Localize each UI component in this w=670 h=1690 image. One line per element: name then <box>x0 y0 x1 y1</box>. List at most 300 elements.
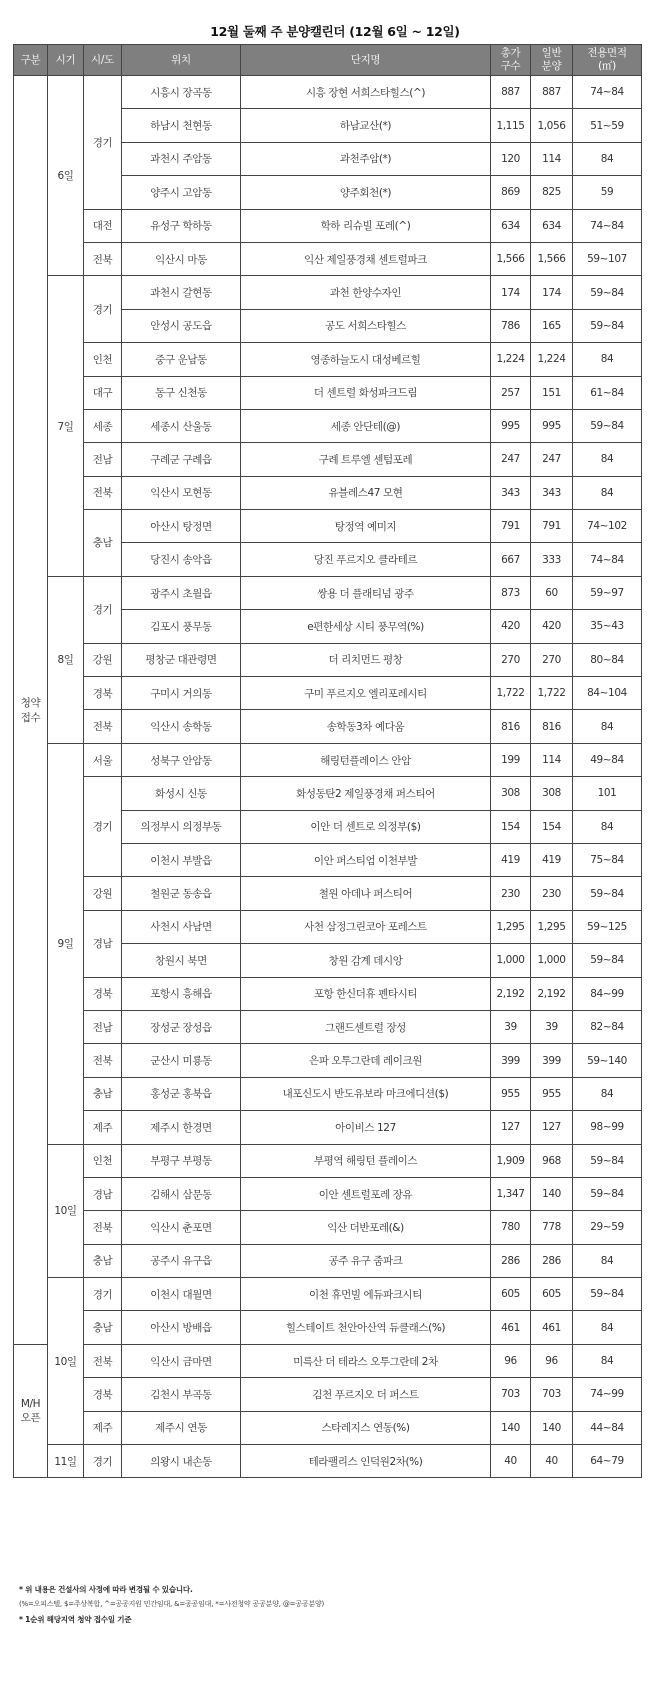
general-sale-cell: 1,566 <box>531 242 573 275</box>
area-cell: 29~59 <box>573 1211 642 1244</box>
location-cell: 과천시 갈현동 <box>122 276 241 309</box>
total-units-cell: 399 <box>491 1044 531 1077</box>
province-cell: 경남 <box>84 1177 122 1210</box>
total-units-cell: 873 <box>491 576 531 609</box>
area-cell: 59~97 <box>573 576 642 609</box>
total-units-cell: 2,192 <box>491 977 531 1010</box>
complex-name-cell: 은파 오투그란데 레이크원 <box>241 1044 491 1077</box>
area-cell: 59~84 <box>573 944 642 977</box>
general-sale-cell: 151 <box>531 376 573 409</box>
province-cell: 경북 <box>84 977 122 1010</box>
area-cell: 80~84 <box>573 643 642 676</box>
table-row <box>14 743 642 776</box>
general-sale-cell: 308 <box>531 777 573 810</box>
location-cell: 당진시 송악읍 <box>122 543 241 576</box>
complex-name-cell: 그랜드센트럴 장성 <box>241 1010 491 1043</box>
table-row <box>14 777 642 810</box>
province-cell: 전남 <box>84 1010 122 1043</box>
table-row <box>14 1044 642 1077</box>
total-units-cell: 96 <box>491 1344 531 1377</box>
total-units-cell: 461 <box>491 1311 531 1344</box>
table-row <box>14 343 642 376</box>
complex-name-cell: 익산 제일풍경채 센트럴파크 <box>241 242 491 275</box>
location-cell: 유성구 학하동 <box>122 209 241 242</box>
general-sale-cell: 140 <box>531 1411 573 1444</box>
location-cell: 의정부시 의정부동 <box>122 810 241 843</box>
area-cell: 59~84 <box>573 1144 642 1177</box>
total-units-cell: 667 <box>491 543 531 576</box>
header-general-sale: 일반 분양 <box>531 45 573 76</box>
table-header-row <box>14 45 642 76</box>
table-body <box>14 76 642 1478</box>
complex-name-cell: 테라팰리스 인덕원2차(%) <box>241 1445 491 1478</box>
total-units-cell: 154 <box>491 810 531 843</box>
general-sale-cell: 791 <box>531 510 573 543</box>
location-cell: 아산시 방배읍 <box>122 1311 241 1344</box>
province-cell: 대전 <box>84 209 122 242</box>
area-cell: 59~107 <box>573 242 642 275</box>
area-cell: 59~84 <box>573 1278 642 1311</box>
header-date: 시기 <box>48 45 84 76</box>
total-units-cell: 869 <box>491 176 531 209</box>
location-cell: 익산시 모현동 <box>122 476 241 509</box>
province-cell: 경남 <box>84 910 122 977</box>
general-sale-cell: 2,192 <box>531 977 573 1010</box>
date-cell: 8일 <box>48 576 84 743</box>
header-complex: 단지명 <box>241 45 491 76</box>
category-cell: 청약 접수 <box>14 76 48 1345</box>
location-cell: 평창군 대관령면 <box>122 643 241 676</box>
general-sale-cell: 333 <box>531 543 573 576</box>
area-cell: 82~84 <box>573 1010 642 1043</box>
area-cell: 74~84 <box>573 543 642 576</box>
table-row <box>14 1077 642 1110</box>
province-cell: 제주 <box>84 1411 122 1444</box>
area-cell: 59~84 <box>573 1177 642 1210</box>
total-units-cell: 308 <box>491 777 531 810</box>
general-sale-cell: 955 <box>531 1077 573 1110</box>
complex-name-cell: 이안 센트럴포레 장유 <box>241 1177 491 1210</box>
location-cell: 과천시 주암동 <box>122 142 241 175</box>
general-sale-cell: 114 <box>531 743 573 776</box>
province-cell: 경기 <box>84 276 122 343</box>
table-row <box>14 877 642 910</box>
total-units-cell: 39 <box>491 1010 531 1043</box>
complex-name-cell: 구미 푸르지오 엘리포레시티 <box>241 677 491 710</box>
date-cell: 10일 <box>48 1144 84 1278</box>
area-cell: 74~99 <box>573 1378 642 1411</box>
table-row <box>14 476 642 509</box>
complex-name-cell: 더 센트럴 화성파크드림 <box>241 376 491 409</box>
location-cell: 창원시 북면 <box>122 944 241 977</box>
province-cell: 세종 <box>84 409 122 442</box>
total-units-cell: 174 <box>491 276 531 309</box>
general-sale-cell: 270 <box>531 643 573 676</box>
general-sale-cell: 825 <box>531 176 573 209</box>
date-cell: 11일 <box>48 1445 84 1478</box>
complex-name-cell: 양주회천(*) <box>241 176 491 209</box>
area-cell: 84 <box>573 710 642 743</box>
table-row <box>14 1244 642 1277</box>
footnote-change-notice: * 위 내용은 건설사의 사정에 따라 변경될 수 있습니다. <box>19 1585 193 1594</box>
location-cell: 익산시 마동 <box>122 242 241 275</box>
header-category: 구분 <box>14 45 48 76</box>
complex-name-cell: 공도 서희스타힐스 <box>241 309 491 342</box>
total-units-cell: 995 <box>491 409 531 442</box>
province-cell: 경기 <box>84 1445 122 1478</box>
table-row <box>14 710 642 743</box>
footnote-symbol-legend: (%=오피스텔, $=주상복합, ^=공공지원 민간임대, &=공공임대, *=사전청약 공공분양, @=공공분양) <box>19 1600 325 1608</box>
table-row <box>14 242 642 275</box>
general-sale-cell: 140 <box>531 1177 573 1210</box>
general-sale-cell: 127 <box>531 1111 573 1144</box>
complex-name-cell: 공주 유구 줌파크 <box>241 1244 491 1277</box>
area-cell: 84 <box>573 1244 642 1277</box>
date-cell: 9일 <box>48 743 84 1144</box>
complex-name-cell: 부평역 해링턴 플레이스 <box>241 1144 491 1177</box>
total-units-cell: 816 <box>491 710 531 743</box>
general-sale-cell: 1,224 <box>531 343 573 376</box>
area-cell: 84 <box>573 443 642 476</box>
area-cell: 74~84 <box>573 209 642 242</box>
province-cell: 강원 <box>84 877 122 910</box>
table-row <box>14 1344 642 1377</box>
area-cell: 51~59 <box>573 109 642 142</box>
general-sale-cell: 399 <box>531 1044 573 1077</box>
province-cell: 전북 <box>84 1044 122 1077</box>
location-cell: 아산시 탕정면 <box>122 510 241 543</box>
area-cell: 84 <box>573 1344 642 1377</box>
area-cell: 84 <box>573 142 642 175</box>
date-cell: 7일 <box>48 276 84 577</box>
complex-name-cell: 영종하늘도시 대성베르힐 <box>241 343 491 376</box>
area-cell: 84~104 <box>573 677 642 710</box>
location-cell: 광주시 초월읍 <box>122 576 241 609</box>
general-sale-cell: 286 <box>531 1244 573 1277</box>
area-cell: 74~102 <box>573 510 642 543</box>
header-area: 전용면적 (㎡) <box>573 45 642 76</box>
province-cell: 전북 <box>84 1344 122 1377</box>
area-cell: 84 <box>573 1311 642 1344</box>
complex-name-cell: 하남교산(*) <box>241 109 491 142</box>
complex-name-cell: 유블레스47 모현 <box>241 476 491 509</box>
total-units-cell: 605 <box>491 1278 531 1311</box>
complex-name-cell: 내포신도시 반도유보라 마크에디션($) <box>241 1077 491 1110</box>
total-units-cell: 791 <box>491 510 531 543</box>
area-cell: 49~84 <box>573 743 642 776</box>
table-row <box>14 510 642 543</box>
table-row <box>14 209 642 242</box>
complex-name-cell: 익산 더반포레(&) <box>241 1211 491 1244</box>
complex-name-cell: 포항 한신더휴 펜타시티 <box>241 977 491 1010</box>
location-cell: 세종시 산울동 <box>122 409 241 442</box>
location-cell: 제주시 한경면 <box>122 1111 241 1144</box>
location-cell: 하남시 천현동 <box>122 109 241 142</box>
area-cell: 44~84 <box>573 1411 642 1444</box>
complex-name-cell: 구례 트루엘 센텀포레 <box>241 443 491 476</box>
total-units-cell: 887 <box>491 76 531 109</box>
area-cell: 84~99 <box>573 977 642 1010</box>
location-cell: 익산시 춘포면 <box>122 1211 241 1244</box>
total-units-cell: 199 <box>491 743 531 776</box>
location-cell: 사천시 사남면 <box>122 910 241 943</box>
table-row <box>14 376 642 409</box>
location-cell: 동구 신천동 <box>122 376 241 409</box>
table-row <box>14 276 642 309</box>
total-units-cell: 1,115 <box>491 109 531 142</box>
area-cell: 59~125 <box>573 910 642 943</box>
location-cell: 제주시 연동 <box>122 1411 241 1444</box>
complex-name-cell: e편한세상 시티 풍무역(%) <box>241 610 491 643</box>
general-sale-cell: 634 <box>531 209 573 242</box>
table-row <box>14 1411 642 1444</box>
table-row <box>14 1278 642 1311</box>
table-row <box>14 977 642 1010</box>
complex-name-cell: 학하 리슈빌 포레(^) <box>241 209 491 242</box>
general-sale-cell: 174 <box>531 276 573 309</box>
table-row <box>14 677 642 710</box>
total-units-cell: 955 <box>491 1077 531 1110</box>
area-cell: 59~84 <box>573 409 642 442</box>
location-cell: 구미시 거의동 <box>122 677 241 710</box>
general-sale-cell: 968 <box>531 1144 573 1177</box>
general-sale-cell: 419 <box>531 843 573 876</box>
table-row <box>14 443 642 476</box>
province-cell: 전북 <box>84 1211 122 1244</box>
location-cell: 화성시 신동 <box>122 777 241 810</box>
complex-name-cell: 이안 퍼스티엄 이천부발 <box>241 843 491 876</box>
complex-name-cell: 탕정역 예미지 <box>241 510 491 543</box>
total-units-cell: 1,347 <box>491 1177 531 1210</box>
location-cell: 이천시 부발읍 <box>122 843 241 876</box>
total-units-cell: 419 <box>491 843 531 876</box>
location-cell: 이천시 대월면 <box>122 1278 241 1311</box>
total-units-cell: 1,295 <box>491 910 531 943</box>
complex-name-cell: 송학동3차 예다움 <box>241 710 491 743</box>
complex-name-cell: 쌍용 더 플래티넘 광주 <box>241 576 491 609</box>
location-cell: 성북구 안암동 <box>122 743 241 776</box>
province-cell: 대구 <box>84 376 122 409</box>
location-cell: 군산시 미룡동 <box>122 1044 241 1077</box>
total-units-cell: 270 <box>491 643 531 676</box>
area-cell: 64~79 <box>573 1445 642 1478</box>
complex-name-cell: 힐스테이트 천안아산역 듀클래스(%) <box>241 1311 491 1344</box>
general-sale-cell: 816 <box>531 710 573 743</box>
province-cell: 충남 <box>84 1077 122 1110</box>
location-cell: 구례군 구례읍 <box>122 443 241 476</box>
general-sale-cell: 1,056 <box>531 109 573 142</box>
province-cell: 경북 <box>84 1378 122 1411</box>
province-cell: 전북 <box>84 476 122 509</box>
province-cell: 전북 <box>84 242 122 275</box>
total-units-cell: 786 <box>491 309 531 342</box>
total-units-cell: 230 <box>491 877 531 910</box>
general-sale-cell: 995 <box>531 409 573 442</box>
location-cell: 시흥시 장곡동 <box>122 76 241 109</box>
total-units-cell: 634 <box>491 209 531 242</box>
area-cell: 74~84 <box>573 76 642 109</box>
total-units-cell: 1,909 <box>491 1144 531 1177</box>
complex-name-cell: 더 리치먼드 평창 <box>241 643 491 676</box>
province-cell: 경기 <box>84 576 122 643</box>
area-cell: 61~84 <box>573 376 642 409</box>
province-cell: 충남 <box>84 510 122 577</box>
area-cell: 35~43 <box>573 610 642 643</box>
area-cell: 84 <box>573 343 642 376</box>
table-row <box>14 643 642 676</box>
complex-name-cell: 스타레지스 연동(%) <box>241 1411 491 1444</box>
general-sale-cell: 247 <box>531 443 573 476</box>
area-cell: 101 <box>573 777 642 810</box>
general-sale-cell: 605 <box>531 1278 573 1311</box>
total-units-cell: 343 <box>491 476 531 509</box>
location-cell: 중구 운남동 <box>122 343 241 376</box>
location-cell: 부평구 부평동 <box>122 1144 241 1177</box>
location-cell: 양주시 고암동 <box>122 176 241 209</box>
table-row <box>14 576 642 609</box>
area-cell: 98~99 <box>573 1111 642 1144</box>
area-cell: 59~140 <box>573 1044 642 1077</box>
complex-name-cell: 김천 푸르지오 더 퍼스트 <box>241 1378 491 1411</box>
page-title: 12월 둘째 주 분양캘린더 (12월 6일 ~ 12일) <box>210 24 460 39</box>
location-cell: 철원군 동송읍 <box>122 877 241 910</box>
location-cell: 익산시 금마면 <box>122 1344 241 1377</box>
header-total-units: 총가 구수 <box>491 45 531 76</box>
general-sale-cell: 230 <box>531 877 573 910</box>
general-sale-cell: 1,000 <box>531 944 573 977</box>
complex-name-cell: 이안 더 센트로 의정부($) <box>241 810 491 843</box>
table-row <box>14 910 642 943</box>
complex-name-cell: 해링턴플레이스 안암 <box>241 743 491 776</box>
complex-name-cell: 미륵산 더 테라스 오투그란데 2차 <box>241 1344 491 1377</box>
location-cell: 홍성군 홍북읍 <box>122 1077 241 1110</box>
table-row <box>14 1010 642 1043</box>
general-sale-cell: 165 <box>531 309 573 342</box>
table-row <box>14 1211 642 1244</box>
table-row <box>14 1144 642 1177</box>
general-sale-cell: 778 <box>531 1211 573 1244</box>
header-location: 위치 <box>122 45 241 76</box>
location-cell: 의왕시 내손동 <box>122 1445 241 1478</box>
complex-name-cell: 화성동탄2 제일풍경채 퍼스티어 <box>241 777 491 810</box>
complex-name-cell: 철원 아데나 퍼스티어 <box>241 877 491 910</box>
area-cell: 84 <box>573 810 642 843</box>
table-row <box>14 1311 642 1344</box>
general-sale-cell: 39 <box>531 1010 573 1043</box>
province-cell: 경북 <box>84 677 122 710</box>
province-cell: 제주 <box>84 1111 122 1144</box>
location-cell: 공주시 유구읍 <box>122 1244 241 1277</box>
category-cell: M/H 오픈 <box>14 1344 48 1478</box>
complex-name-cell: 시흥 장현 서희스타힐스(^) <box>241 76 491 109</box>
table-row <box>14 1445 642 1478</box>
table-row <box>14 76 642 109</box>
province-cell: 인천 <box>84 343 122 376</box>
general-sale-cell: 154 <box>531 810 573 843</box>
general-sale-cell: 1,295 <box>531 910 573 943</box>
total-units-cell: 247 <box>491 443 531 476</box>
table-row <box>14 1177 642 1210</box>
area-cell: 59~84 <box>573 309 642 342</box>
general-sale-cell: 114 <box>531 142 573 175</box>
table-row <box>14 1378 642 1411</box>
province-cell: 충남 <box>84 1311 122 1344</box>
province-cell: 전북 <box>84 710 122 743</box>
date-cell: 10일 <box>48 1278 84 1445</box>
date-cell: 6일 <box>48 76 84 276</box>
area-cell: 84 <box>573 1077 642 1110</box>
total-units-cell: 257 <box>491 376 531 409</box>
general-sale-cell: 40 <box>531 1445 573 1478</box>
general-sale-cell: 60 <box>531 576 573 609</box>
total-units-cell: 703 <box>491 1378 531 1411</box>
total-units-cell: 140 <box>491 1411 531 1444</box>
province-cell: 충남 <box>84 1244 122 1277</box>
total-units-cell: 1,000 <box>491 944 531 977</box>
area-cell: 75~84 <box>573 843 642 876</box>
complex-name-cell: 세종 안단테(@) <box>241 409 491 442</box>
total-units-cell: 286 <box>491 1244 531 1277</box>
general-sale-cell: 420 <box>531 610 573 643</box>
total-units-cell: 127 <box>491 1111 531 1144</box>
area-cell: 59~84 <box>573 877 642 910</box>
header-province: 시/도 <box>84 45 122 76</box>
general-sale-cell: 887 <box>531 76 573 109</box>
location-cell: 포항시 흥해읍 <box>122 977 241 1010</box>
footnotes <box>19 1582 659 1627</box>
complex-name-cell: 사천 삼정그린코아 포레스트 <box>241 910 491 943</box>
general-sale-cell: 461 <box>531 1311 573 1344</box>
complex-name-cell: 창원 감계 데시앙 <box>241 944 491 977</box>
area-cell: 59 <box>573 176 642 209</box>
total-units-cell: 40 <box>491 1445 531 1478</box>
area-cell: 84 <box>573 476 642 509</box>
total-units-cell: 1,566 <box>491 242 531 275</box>
province-cell: 강원 <box>84 643 122 676</box>
location-cell: 김천시 부곡동 <box>122 1378 241 1411</box>
province-cell: 인천 <box>84 1144 122 1177</box>
general-sale-cell: 703 <box>531 1378 573 1411</box>
location-cell: 장성군 장성읍 <box>122 1010 241 1043</box>
total-units-cell: 1,722 <box>491 677 531 710</box>
complex-name-cell: 과천주암(*) <box>241 142 491 175</box>
area-cell: 59~84 <box>573 276 642 309</box>
location-cell: 김해시 삼문동 <box>122 1177 241 1210</box>
location-cell: 김포시 풍무동 <box>122 610 241 643</box>
complex-name-cell: 당진 푸르지오 클라테르 <box>241 543 491 576</box>
complex-name-cell: 아이비스 127 <box>241 1111 491 1144</box>
complex-name-cell: 과천 한양수자인 <box>241 276 491 309</box>
general-sale-cell: 1,722 <box>531 677 573 710</box>
complex-name-cell: 이천 휴먼빌 에듀파크시티 <box>241 1278 491 1311</box>
general-sale-cell: 343 <box>531 476 573 509</box>
total-units-cell: 120 <box>491 142 531 175</box>
table-row <box>14 1111 642 1144</box>
province-cell: 경기 <box>84 1278 122 1311</box>
footnote-basis: * 1순위 해당지역 청약 접수일 기준 <box>19 1615 132 1624</box>
general-sale-cell: 96 <box>531 1344 573 1377</box>
total-units-cell: 1,224 <box>491 343 531 376</box>
province-cell: 전남 <box>84 443 122 476</box>
province-cell: 서울 <box>84 743 122 776</box>
location-cell: 익산시 송학동 <box>122 710 241 743</box>
sales-calendar-table <box>13 44 642 1478</box>
province-cell: 경기 <box>84 76 122 210</box>
total-units-cell: 420 <box>491 610 531 643</box>
table-row <box>14 409 642 442</box>
location-cell: 안성시 공도읍 <box>122 309 241 342</box>
total-units-cell: 780 <box>491 1211 531 1244</box>
